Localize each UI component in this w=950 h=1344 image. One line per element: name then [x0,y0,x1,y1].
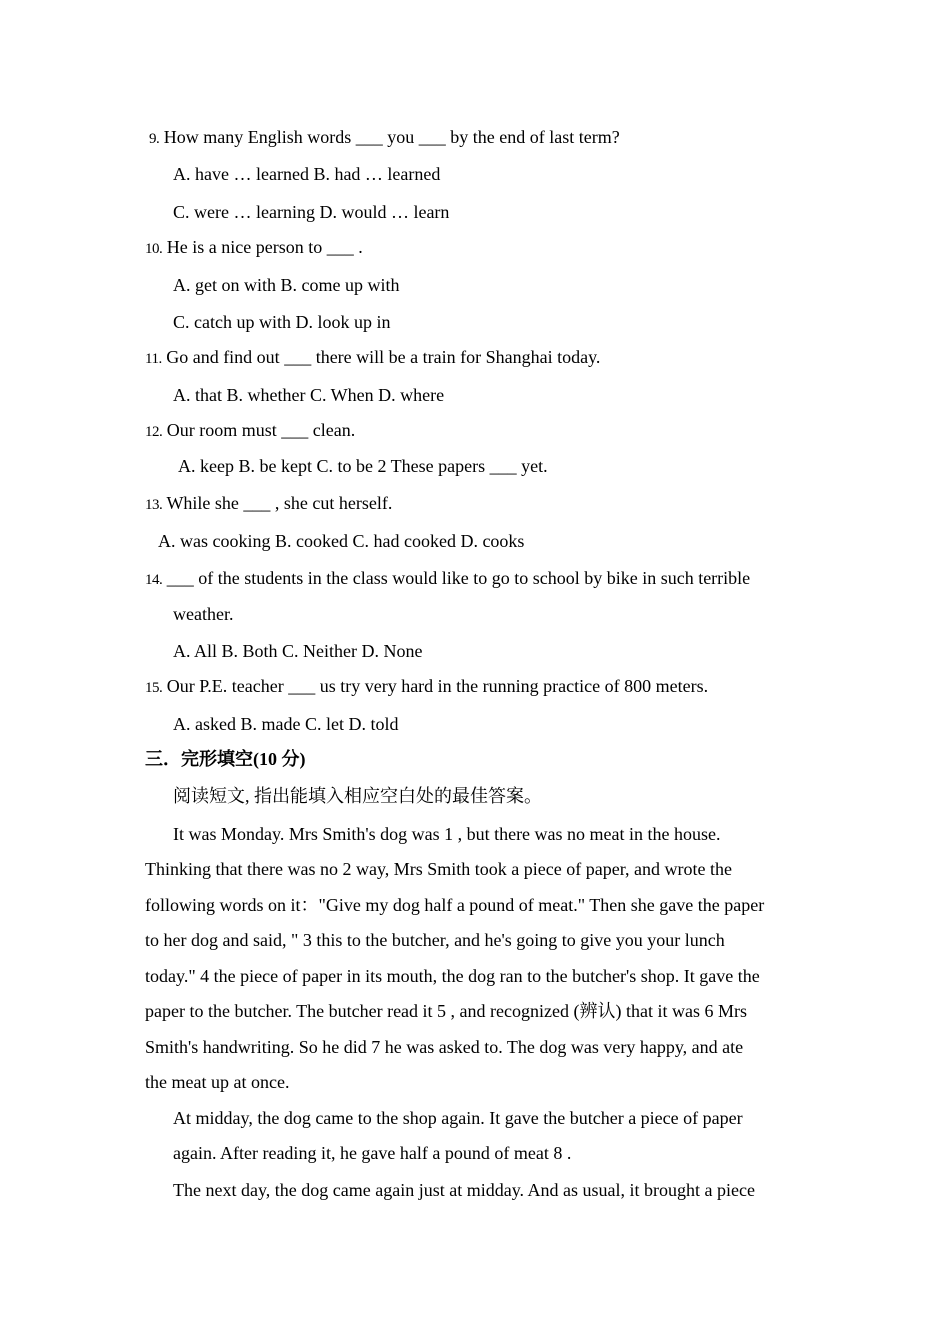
passage-line: Smith's handwriting. So he did 7 he was asked to. The dog was very happy, and ate [145,1037,744,1057]
question-stem: While she ___ , she cut herself. [166,493,393,513]
question-number: 11. [145,351,162,367]
question-9 [149,126,620,150]
question-10 [145,236,363,260]
passage-line: following words on it："Give my dog half a pound of meat." Then she gave the paper [145,895,765,915]
question-number: 14. [145,572,163,588]
option-line: A. asked B. made C. let D. told [173,714,399,734]
question-number: 15. [145,680,163,696]
question-stem: ___ of the students in the class would like to go to school by bike in such terrible [166,568,751,588]
section-instruction: 阅读短文, 指出能填入相应空白处的最佳答案。 [173,786,542,806]
question-11 [145,346,600,370]
question-15 [145,675,708,699]
question-number: 9. [149,131,160,147]
option-line: A. that B. whether C. When D. where [173,385,445,405]
question-number: 12. [145,424,163,440]
question-stem: Our room must ___ clean. [166,420,356,440]
question-number: 13. [145,497,163,513]
option-line: A. keep B. be kept C. to be 2 These papers ___ yet. [178,456,548,476]
option-line: A. have … learned B. had … learned [173,164,441,184]
passage-line: again. After reading it, he gave half a pound of meat 8 . [173,1143,572,1163]
passage-line: to her dog and said, " 3 this to the butcher, and he's going to give you your lunch [145,930,725,950]
question-12 [145,419,355,443]
section-heading: 三．完形填空(10 分) [145,749,306,769]
question-stem: Go and find out ___ there will be a train for Shanghai today. [166,347,601,367]
question-stem: He is a nice person to ___ . [166,237,363,257]
option-line: C. were … learning D. would … learn [173,202,450,222]
question-stem-continued: weather. [173,604,234,624]
option-line: A. All B. Both C. Neither D. None [173,641,423,661]
question-13 [145,492,392,516]
option-line: A. was cooking B. cooked C. had cooked D. cooks [158,531,525,551]
passage-line: Thinking that there was no 2 way, Mrs Smith took a piece of paper, and wrote the [145,859,732,879]
option-line: C. catch up with D. look up in [173,312,391,332]
question-stem: Our P.E. teacher ___ us try very hard in the running practice of 800 meters. [166,676,709,696]
question-stem: How many English words ___ you ___ by the end of last term? [163,127,620,147]
question-number: 10. [145,241,163,257]
passage-line: the meat up at once. [145,1072,290,1092]
passage-line: It was Monday. Mrs Smith's dog was 1 , but there was no meat in the house. [173,824,721,844]
option-line: A. get on with B. come up with [173,275,400,295]
question-14 [145,567,750,591]
passage-line: today." 4 the piece of paper in its mouth, the dog ran to the butcher's shop. It gave the [145,966,760,986]
passage-line: At midday, the dog came to the shop again. It gave the butcher a piece of paper [173,1108,743,1128]
passage-line: The next day, the dog came again just at midday. And as usual, it brought a piece [173,1180,756,1200]
passage-line: paper to the butcher. The butcher read it 5 , and recognized (辨认) that it was 6 Mrs [145,1001,747,1021]
